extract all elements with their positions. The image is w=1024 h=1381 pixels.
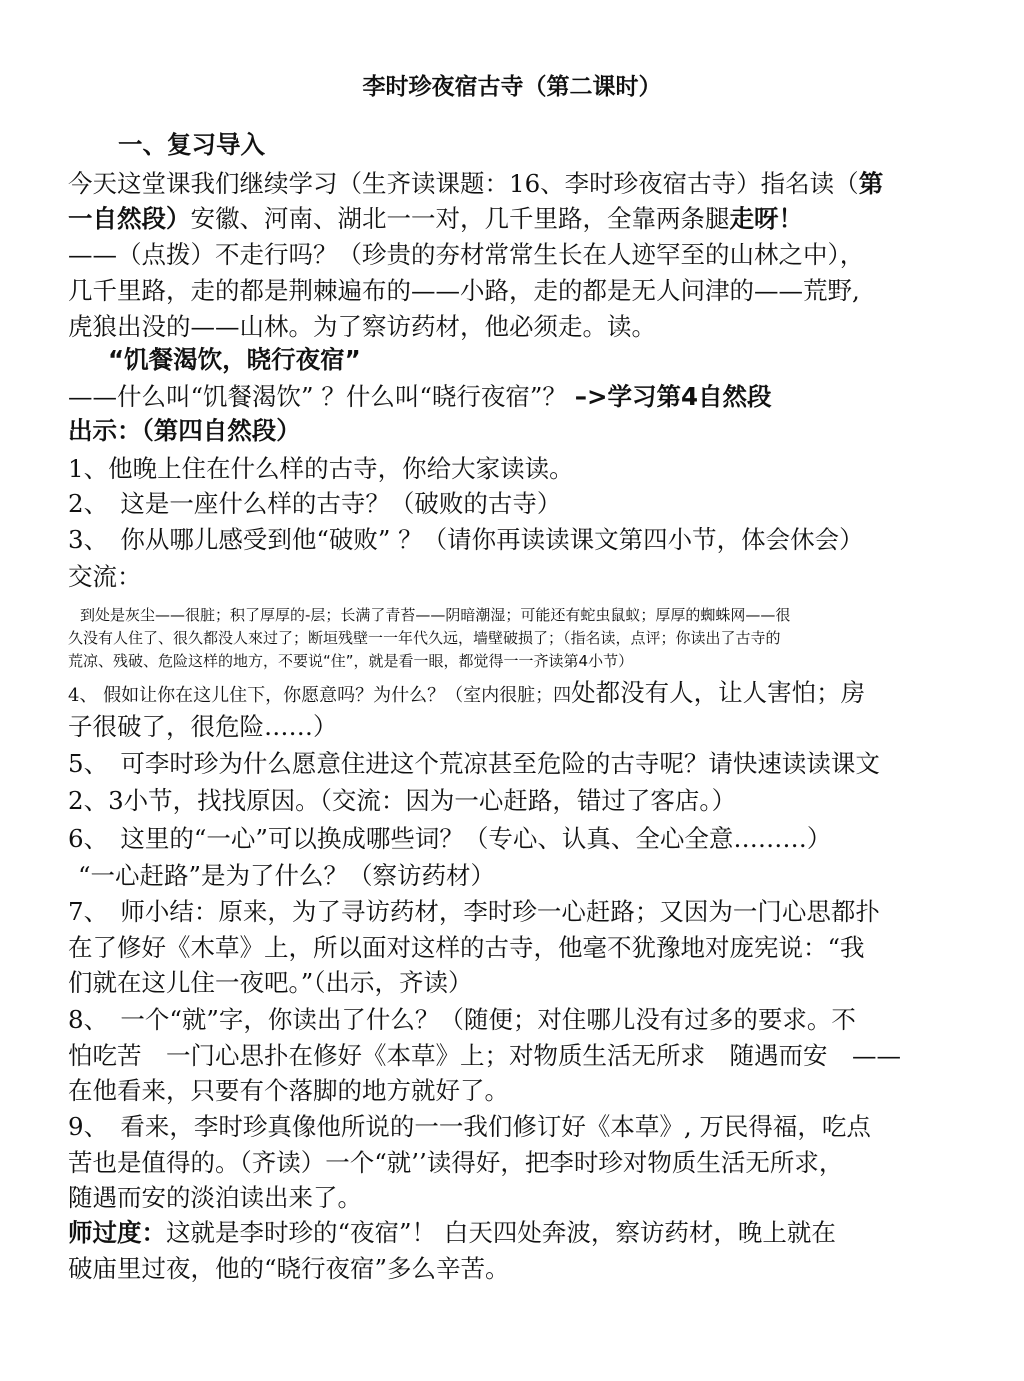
list-item: 们就在这儿住一夜吧。”（出示，齐读） bbox=[68, 968, 473, 997]
list-item: 5、 可李时珍为什么愿意住进这个荒凉甚至危险的古寺呢？请快速读读课文 bbox=[68, 749, 880, 778]
transition-line: 师过度：这就是李时珍的“夜宿”！ 白天四处奔波，察访药材，晚上就在 bbox=[68, 1218, 836, 1247]
list-item: 7、 师小结：原来，为了寻访药材，李时珍一心赶路；又因为一门心思都扑 bbox=[68, 897, 880, 926]
list-item: 2、 这是一座什么样的古寺？（破败的古寺） bbox=[68, 489, 562, 518]
paragraph-line: 今天这堂课我们继续学习（生齐读课题：16、李时珍夜宿古寺）指名读（第 bbox=[68, 169, 884, 198]
list-item: “一心赶路”是为了什么？（察访药材） bbox=[78, 861, 496, 890]
page-title: 李时珍夜宿古寺（第二课时） bbox=[362, 74, 662, 100]
transition-line: 破庙里过夜，他的“晓行夜宿”多么辛苦。 bbox=[68, 1254, 510, 1283]
list-item: 4、 假如让你在这儿住下，你愿意吗？为什么？（室内很脏；四处都没有人，让人害怕；房 bbox=[68, 678, 866, 707]
list-item: 2、3小节，找找原因。（交流：因为一心赶路，错过了客店。） bbox=[68, 786, 737, 815]
small-note-line: 久没有人住了、很久都没人來过了；断垣残壁一一年代久远，墙壁破损了；（指名读，点评；你读出了古寺的 bbox=[68, 629, 781, 647]
list-item: 在了修好《木草》上，所以面对这样的古寺，他毫不犹豫地对庞宪说：“我 bbox=[68, 933, 865, 962]
list-item: 6、 这里的“一心”可以换成哪些词？（专心、认真、全心全意………） bbox=[68, 824, 832, 853]
list-item: 怕吃苦 一门心思扑在修好《本草》上；对物质生活无所求 随遇而安 —— bbox=[68, 1041, 901, 1070]
list-item: 9、 看来，李时珍真像他所说的一一我们修订好《本草》, 万民得福，吃点 bbox=[68, 1112, 871, 1141]
paragraph-line: ——（点拨）不走行吗？（珍贵的夯材常常生长在人迹罕至的山林之中）， bbox=[68, 240, 865, 269]
list-item: 交流： bbox=[68, 562, 142, 591]
small-note-line: 荒凉、残破、危险这样的地方，不要说“住”，就是看一眼，都觉得一一齐读第4小节） bbox=[68, 652, 634, 670]
question-line: ——什么叫“饥餐渴饮” ？什么叫“晓行夜宿”？ –>学习第4自然段 bbox=[68, 382, 772, 411]
list-item: 8、 一个“就”字，你读出了什么？（随便；对住哪儿没有过多的要求。不 bbox=[68, 1005, 856, 1034]
show-heading: 出示：（第四自然段） bbox=[68, 416, 301, 445]
list-item: 在他看来，只要有个落脚的地方就好了。 bbox=[68, 1076, 509, 1105]
list-item: 随遇而安的淡泊读出来了。 bbox=[68, 1183, 362, 1212]
section-heading: 一、复习导入 bbox=[118, 130, 265, 159]
paragraph-line: 一自然段）安徽、河南、湖北一一对，几千里路，全靠两条腿走呀！ bbox=[68, 204, 803, 233]
quote-heading: “饥餐渴饮，晓行夜宿” bbox=[108, 345, 361, 374]
list-item: 1、他晚上住在什么样的古寺，你给大家读读。 bbox=[68, 454, 574, 483]
list-item: 苦也是值得的。（齐读）一个“就’’读得好，把李时珍对物质生活无所求， bbox=[68, 1148, 844, 1177]
paragraph-line: 几千里路，走的都是荆棘遍布的——小路，走的都是无人问津的——荒野, bbox=[68, 276, 860, 305]
paragraph-line: 虎狼出没的——山林。为了察访药材，他必须走。读。 bbox=[68, 312, 656, 341]
list-item: 子很破了，很危险……） bbox=[68, 712, 338, 741]
small-note-line: 到处是灰尘——很脏；积了厚厚的-层；长满了青苔——阴暗潮湿；可能还有蛇虫鼠蚁；厚厚的蜘蛛网——很 bbox=[80, 606, 791, 624]
list-item: 3、 你从哪儿感受到他“破败” ？（请你再读读课文第四小节，体会休会） bbox=[68, 525, 864, 554]
